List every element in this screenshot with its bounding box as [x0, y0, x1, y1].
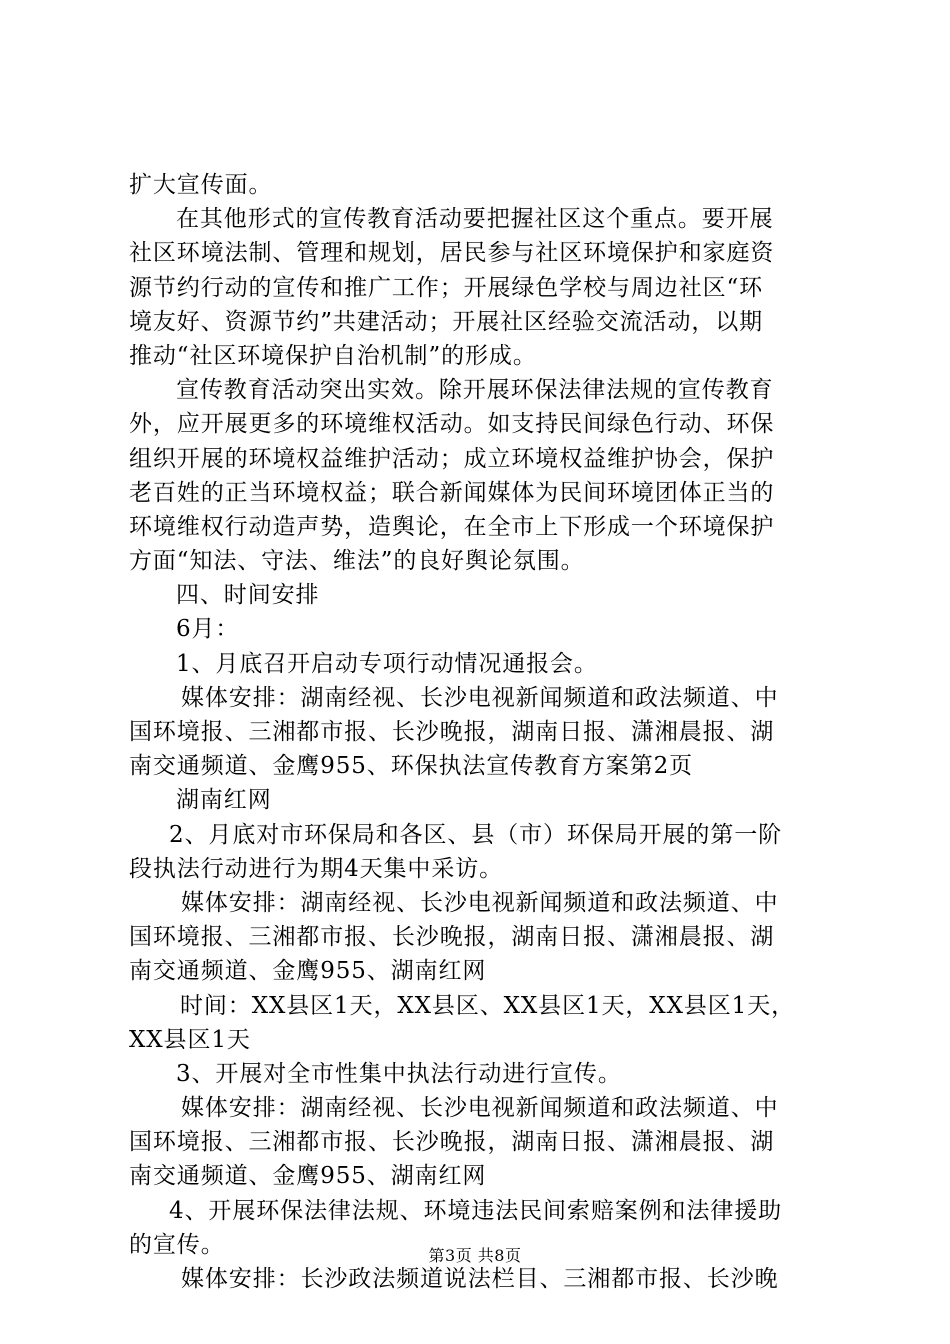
section-heading: 四、时间安排 [176, 582, 320, 609]
document-body [129, 168, 839, 1296]
text-line: 扩大宣传面。 [129, 172, 273, 198]
text-line: 媒体安排：湖南经视、长沙电视新闻频道和政法频道、中 [181, 684, 779, 711]
text-line: 4、开展环保法律法规、环境违法民间索赔案例和法律援助 [169, 1197, 783, 1224]
text-line: 南交通频道、金鹰955、环保执法宣传教育方案第2页 [129, 753, 694, 780]
text-line: 推动“社区环境保护自治机制”的形成。 [129, 342, 537, 369]
text-line: 源节约行动的宣传和推广工作；开展绿色学校与周边社区“环 [129, 274, 764, 301]
text-line: 南交通频道、金鹰955、湖南红网 [129, 1163, 487, 1190]
text-line: 2、月底对市环保局和各区、县（市）环保局开展的第一阶 [169, 821, 783, 848]
text-line: 国环境报、三湘都市报、长沙晚报，湖南日报、潇湘晨报、湖 [129, 719, 775, 745]
text-line: 媒体安排：湖南经视、长沙电视新闻频道和政法频道、中 [181, 889, 779, 916]
text-line: 6月： [176, 616, 240, 643]
text-line: 宣传教育活动突出实效。除开展环保法律法规的宣传教育 [176, 377, 774, 404]
text-line: 湖南红网 [176, 787, 272, 814]
text-line: 3、开展对全市性集中执法行动进行宣传。 [176, 1060, 622, 1087]
page-footer [0, 1243, 950, 1266]
text-line: 组织开展的环境权益维护活动；成立环境权益维护协会，保护 [129, 445, 775, 472]
text-line: 的宣传。 [129, 1231, 225, 1258]
text-line: 媒体安排：长沙政法频道说法栏目、三湘都市报、长沙晚 [181, 1266, 779, 1292]
text-line: 环境维权行动造声势，造舆论，在全市上下形成一个环境保护 [129, 513, 775, 540]
text-line: 国环境报、三湘都市报、长沙晚报，湖南日报、潇湘晨报、湖 [129, 924, 775, 951]
page-number-label: 第3页 共8页 [428, 1246, 522, 1265]
text-line: 方面“知法、守法、维法”的良好舆论氛围。 [129, 548, 585, 575]
text-line: 国环境报、三湘都市报、长沙晚报，湖南日报、潇湘晨报、湖 [129, 1129, 775, 1156]
text-line: 社区环境法制、管理和规划，居民参与社区环境保护和家庭资 [129, 240, 775, 267]
text-line: 段执法行动进行为期4天集中采访。 [129, 855, 504, 882]
text-line: 在其他形式的宣传教育活动要把握社区这个重点。要开展 [176, 206, 774, 233]
text-line: XX县区1天 [129, 1026, 251, 1053]
text-line: 境友好、资源节约”共建活动；开展社区经验交流活动，以期 [129, 308, 764, 335]
text-line: 南交通频道、金鹰955、湖南红网 [129, 958, 487, 985]
text-line: 老百姓的正当环境权益；联合新闻媒体为民间环境团体正当的 [129, 479, 775, 506]
text-line: 1、月底召开启动专项行动情况通报会。 [176, 650, 598, 677]
text-line: 外，应开展更多的环境维权活动。如支持民间绿色行动、环保 [129, 411, 775, 438]
text-line: 时间：XX县区1天，XX县区、XX县区1天，XX县区1天， [180, 992, 795, 1019]
text-line: 媒体安排：湖南经视、长沙电视新闻频道和政法频道、中 [181, 1095, 779, 1122]
